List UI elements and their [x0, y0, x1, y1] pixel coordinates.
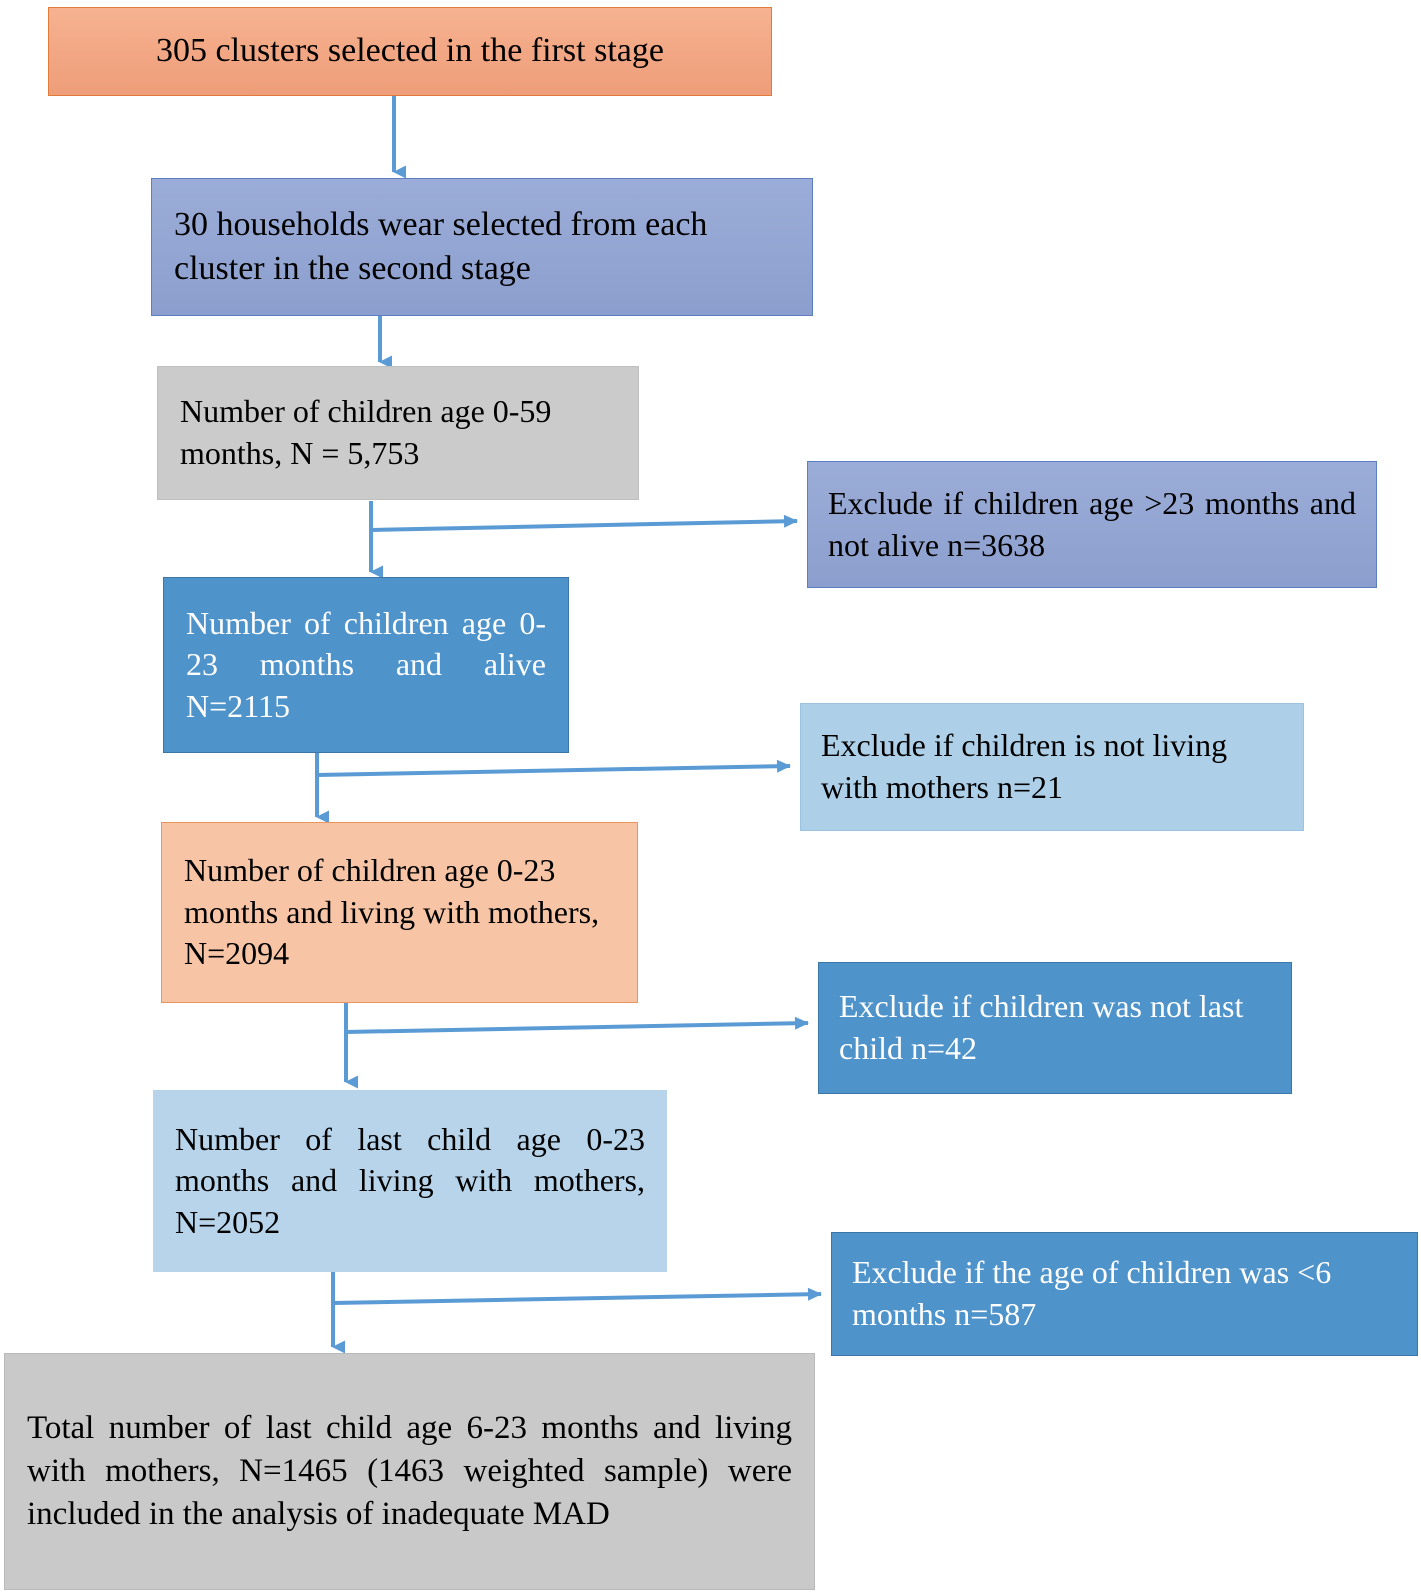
node-clusters-selected-label: 305 clusters selected in the first stage: [156, 32, 664, 70]
arrow-exclusion-age-lt-6: [333, 1294, 821, 1303]
node-children-0-23-alive: [163, 577, 569, 753]
node-clusters-selected: [48, 7, 772, 96]
node-exclude-age-greater-23-label: Exclude if children age >23 months and not alive n=3638: [828, 484, 1356, 563]
node-total-last-child-6-23-label: Total number of last child age 6-23 months and living with mothers, N=1465 (1463 weighted sample) were included in the analysis of inadequate MAD: [27, 1410, 792, 1532]
node-exclude-not-last-child-label: Exclude if children was not last child n=42: [839, 988, 1244, 1066]
node-children-0-59-months: [157, 366, 639, 500]
node-children-0-59-months-label: Number of children age 0-59 months, N = 5,753: [180, 393, 552, 471]
node-exclude-not-last-child: [818, 962, 1292, 1094]
node-exclude-age-less-6-label: Exclude if the age of children was <6 months n=587: [852, 1254, 1332, 1332]
node-exclude-age-greater-23: [807, 461, 1377, 588]
arrow-exclusion-not-last-child: [346, 1023, 808, 1032]
node-exclude-not-living-with-mothers: [800, 703, 1304, 831]
node-children-0-23-living-with-mothers: [161, 822, 638, 1003]
node-households-selected-label: 30 households wear selected from each cluster in the second stage: [174, 205, 708, 287]
node-last-child-0-23-label: Number of last child age 0-23 months and living with mothers, N=2052: [175, 1120, 645, 1240]
node-exclude-not-living-with-mothers-label: Exclude if children is not living with mothers n=21: [821, 727, 1228, 805]
arrow-exclusion-not-living-with-mothers: [317, 766, 790, 775]
node-exclude-age-less-6: [831, 1232, 1418, 1356]
node-last-child-0-23: [153, 1090, 667, 1272]
node-children-0-23-living-with-mothers-label: Number of children age 0-23 months and living with mothers, N=2094: [184, 852, 600, 972]
node-children-0-23-alive-label: Number of children age 0-23 months and alive N=2115: [186, 604, 546, 724]
arrow-exclusion-age-gt-23: [371, 521, 797, 530]
node-total-last-child-6-23: [4, 1353, 815, 1590]
node-households-selected: [151, 178, 813, 316]
